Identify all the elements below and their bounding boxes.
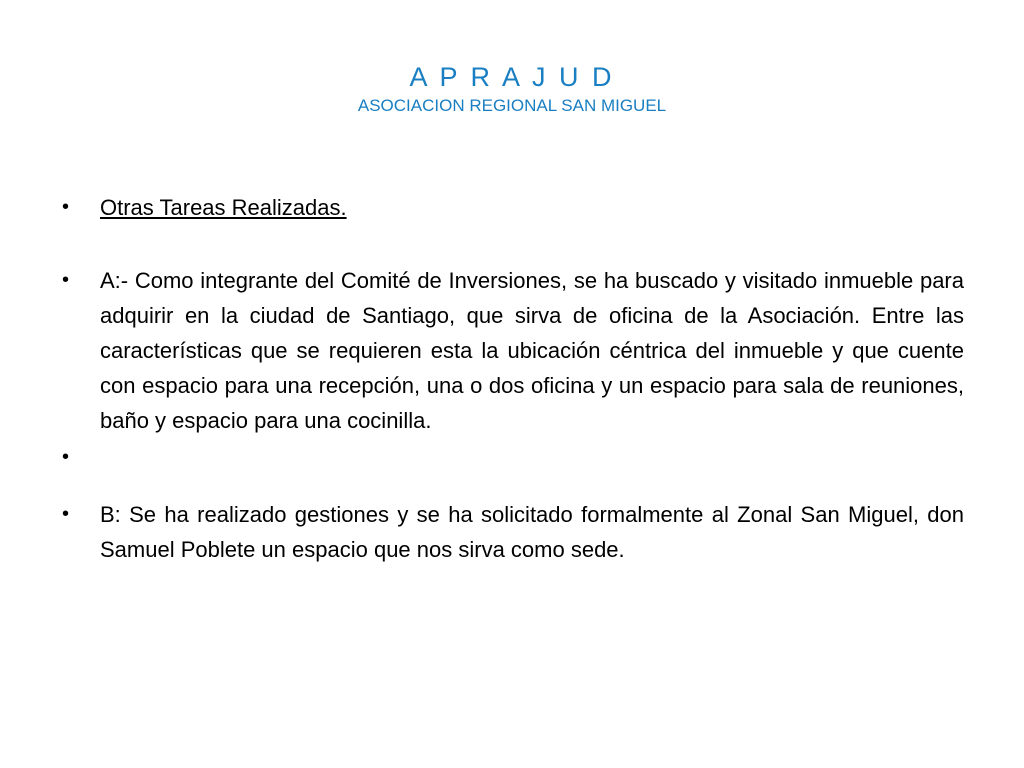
slide-title: A P R A J U D	[409, 62, 615, 92]
bullet-text-empty	[100, 440, 964, 475]
bullet-icon: •	[62, 269, 70, 291]
bullet-icon: •	[62, 503, 70, 525]
slide-subtitle: ASOCIACION REGIONAL SAN MIGUEL	[357, 96, 667, 115]
bullet-item-heading	[62, 190, 964, 225]
bullet-text-a: A:- Como integrante del Comité de Inversiones, se ha buscado y visitado inmueble para adquirir en la ciudad de Santiago, que sirva de oficina de la Asociación. Entre las características que se requieren esta la ubicación céntrica del inmueble y que cuente con espacio para una recepción, una o dos oficina y un espacio para sala de reuniones, baño y espacio para una cocinilla.	[100, 268, 964, 433]
bullet-item-a	[62, 263, 964, 438]
bullet-icon: •	[62, 196, 70, 218]
bullet-list	[62, 190, 964, 567]
bullet-icon: •	[62, 446, 70, 468]
bullet-item-empty	[62, 440, 964, 475]
title-block	[0, 60, 1024, 118]
section-heading: Otras Tareas Realizadas.	[100, 195, 347, 220]
bullet-item-b	[62, 497, 964, 567]
bullet-text-b: B: Se ha realizado gestiones y se ha solicitado formalmente al Zonal San Miguel, don Samuel Poblete un espacio que nos sirva como sede.	[100, 502, 964, 562]
